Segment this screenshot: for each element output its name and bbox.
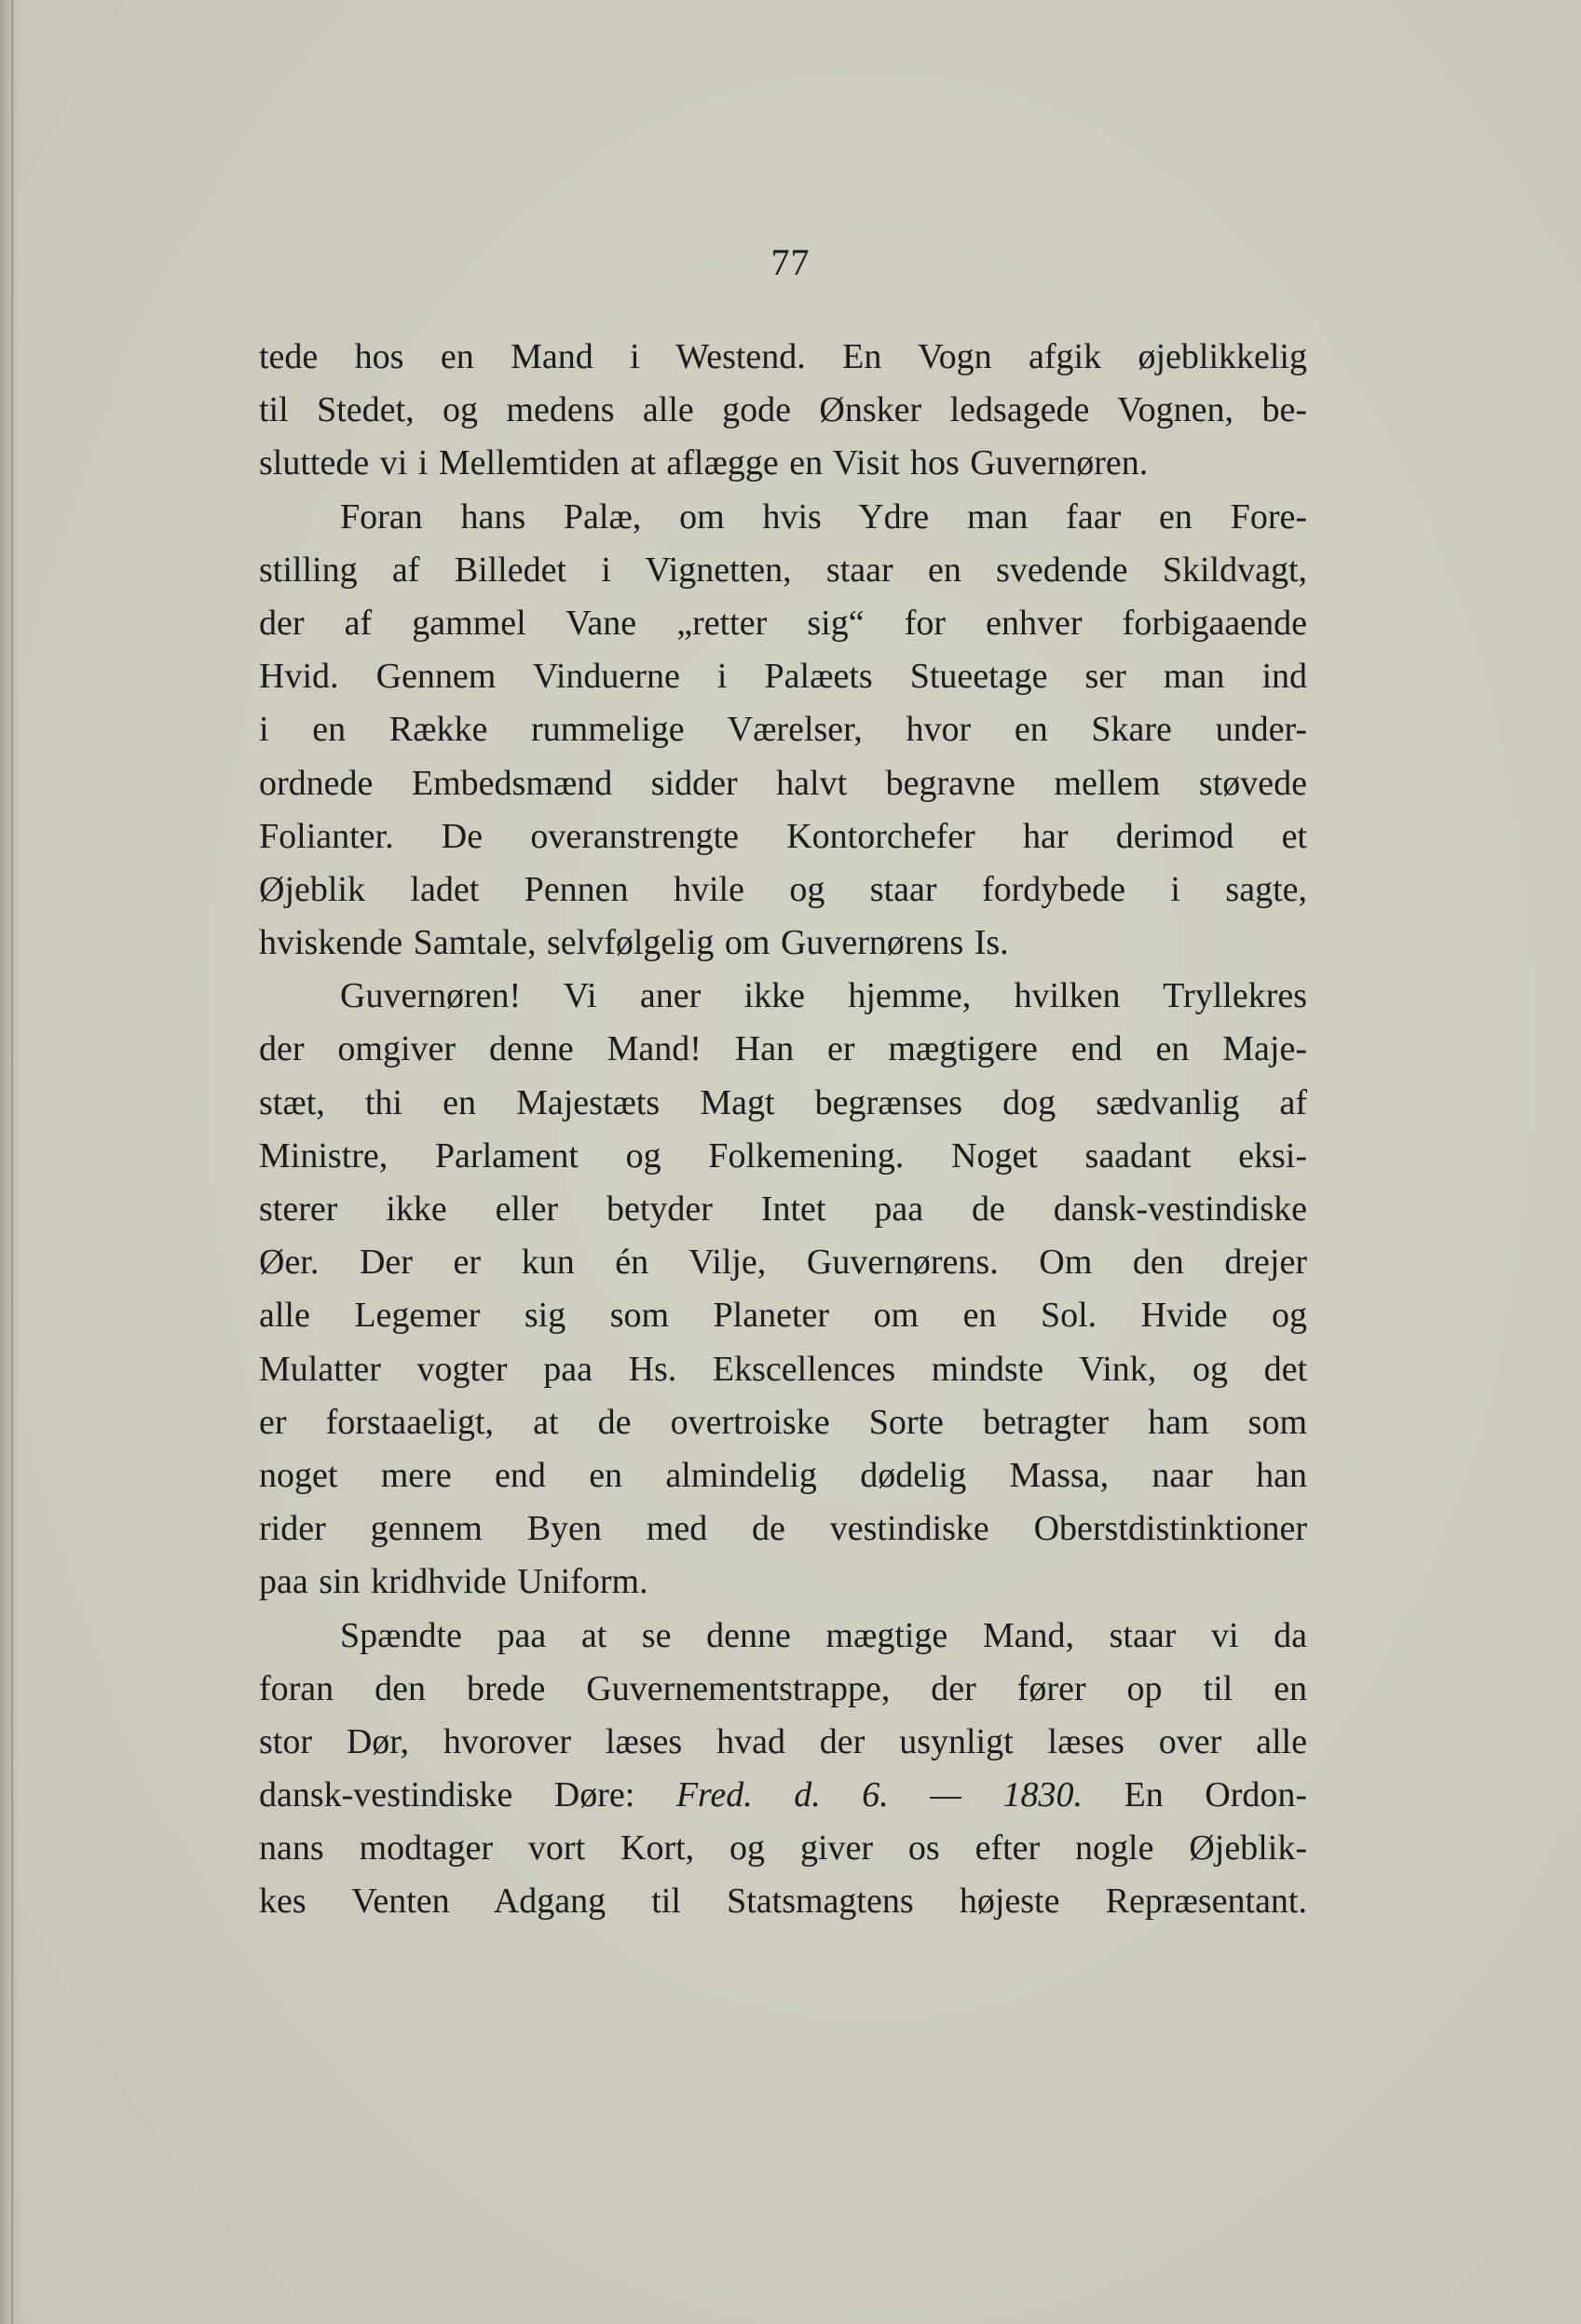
text-line: Foran hans Palæ, om hvis Ydre man faar en Fore- [340,496,1307,537]
text-line: i en Række rummelige Værelser, hvor en Skare under- [259,710,1307,750]
text-line: Spændte paa at se denne mægtige Mand, staar vi da [340,1615,1307,1655]
text-line: sterer ikke eller betyder Intet paa de dansk-vestindiske [259,1189,1307,1229]
text-line: Mulatter vogter paa Hs. Ekscellences mindste Vink, og det [259,1349,1307,1389]
page-number: 77 [770,241,811,283]
text-line: til Stedet, og medens alle gode Ønsker ledsagede Vognen, be- [259,390,1307,430]
text-line [259,1769,1307,1822]
text-line: rider gennem Byen med de vestindiske Oberstdistinktioner [259,1509,1307,1549]
text-line: der af gammel Vane „retter sig“ for enhver forbigaaende [259,603,1307,643]
page-edge-line [11,0,13,2324]
text-line: alle Legemer sig som Planeter om en Sol. Hvide og [259,1296,1307,1336]
body-text [259,331,1307,1929]
text-line: Folianter. De overanstrengte Kontorchefer har derimod et [259,816,1307,856]
text-line: tede hos en Mand i Westend. En Vogn afgik øjeblikkelig [259,337,1307,376]
italic-date: Fred. d. 6. — 1830. [675,1775,1084,1815]
text-span: En Ordon- [1083,1775,1308,1815]
text-line: noget mere end en almindelig dødelig Massa, naar han [259,1455,1307,1495]
text-line: der omgiver denne Mand! Han er mægtigere end en Maje- [259,1029,1307,1069]
text-line: nans modtager vort Kort, og giver os efter nogle Øjeblik- [259,1828,1307,1869]
spine-shadow [0,0,20,2324]
text-line: stilling af Billedet i Vignetten, staar en svedende Skildvagt, [259,550,1307,590]
text-line: foran den brede Guvernementstrappe, der fører op til en [259,1668,1307,1708]
text-line: paa sin kridhvide Uniform. [259,1562,648,1602]
text-line: stor Dør, hvorover læses hvad der usynligt læses over alle [259,1721,1307,1761]
text-line: Øer. Der er kun én Vilje, Guvernørens. Om den drejer [259,1243,1307,1283]
text-line: ordnede Embedsmænd sidder halvt begravne mellem støvede [259,763,1307,803]
text-line: Hvid. Gennem Vinduerne i Palæets Stueetage ser man ind [259,657,1307,697]
text-line: Ministre, Parlament og Folkemening. Noget saadant eksi- [259,1135,1307,1176]
text-line: er forstaaeligt, at de overtroiske Sorte betragter ham som [259,1402,1307,1442]
text-line: kes Venten Adgang til Statsmagtens højeste Repræsentant. [259,1882,1307,1922]
text-line: Guvernøren! Vi aner ikke hjemme, hvilken Tryllekres [340,976,1307,1016]
text-line: sluttede vi i Mellemtiden at aflægge en Visit hos Guvernøren. [259,443,1149,483]
text-line: Øjeblik ladet Pennen hvile og staar fordybede i sagte, [259,869,1307,909]
text-line: stæt, thi en Majestæts Magt begrænses dog sædvanlig af [259,1082,1307,1122]
text-span: dansk-vestindiske Døre: [259,1775,676,1815]
text-line: hviskende Samtale, selvfølgelig om Guvernørens Is. [259,923,1009,963]
